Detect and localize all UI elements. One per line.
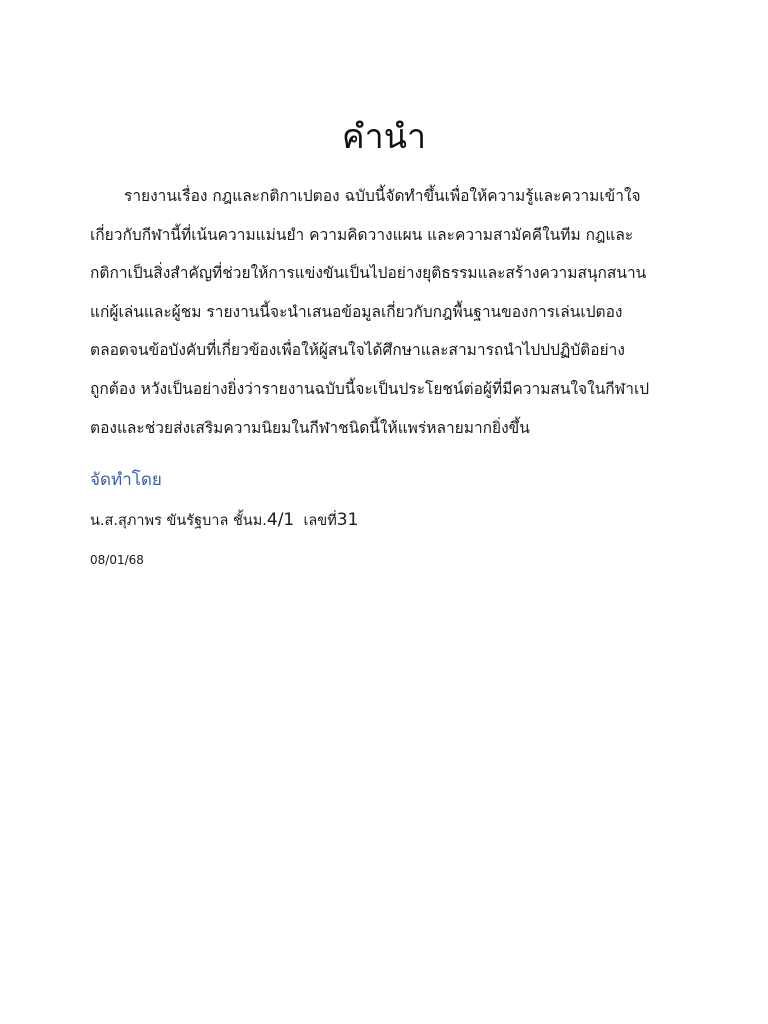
paragraph-line: แก่ผู้เล่นและผู้ชม รายงานนี้จะนำเสนอข้อมูลเกี่ยวกับกฎพื้นฐานของการเล่นเปตอง [90, 302, 623, 321]
paragraph-line: ตลอดจนข้อบังคับที่เกี่ยวข้องเพื่อให้ผู้สนใจได้ศึกษาและสามารถนำไปปปฏิบัติอย่าง [90, 341, 625, 360]
paragraph-line: ตองและช่วยส่งเสริมความนิยมในกีฬาชนิดนี้ให้แพร่หลายมากยิ่งขึ้น [90, 418, 530, 437]
paragraph-line: รายงานเรื่อง กฎและกติกาเปตอง ฉบับนี้จัดทำขึ้นเพื่อให้ความรู้และความเข้าใจ [124, 187, 641, 205]
paragraph-line: เกี่ยวกับกีฬานี้ที่เน้นความแม่นยำ ความคิดวางแผน และความสามัคคีในทีม กฎและ [90, 225, 634, 244]
paragraph-line: กติกาเป็นสิ่งสำคัญที่ช่วยให้การแข่งขันเป็นไปอย่างยุติธรรมและสร้างความสนุกสนาน [90, 264, 647, 283]
document-date: 08/01/68 [90, 553, 144, 567]
author-number-label: เลขที่ [294, 513, 337, 529]
author-name-grade-prefix: น.ส.สุภาพร ขันรัฐบาล ชั้นม. [90, 513, 267, 529]
page-title: คำนำ [341, 117, 427, 157]
paragraph-line: ถูกต้อง หวังเป็นอย่างยิ่งว่ารายงานฉบับนี้จะเป็นประโยชน์ต่อผู้ที่มีความสนใจในกีฬาเป [90, 379, 650, 398]
author-grade: 4/1 [266, 510, 295, 530]
author-number: 31 [336, 510, 359, 530]
author-line [90, 505, 358, 536]
prepared-by-heading: จัดทำโดย [90, 470, 162, 490]
preface-paragraph [90, 177, 682, 447]
